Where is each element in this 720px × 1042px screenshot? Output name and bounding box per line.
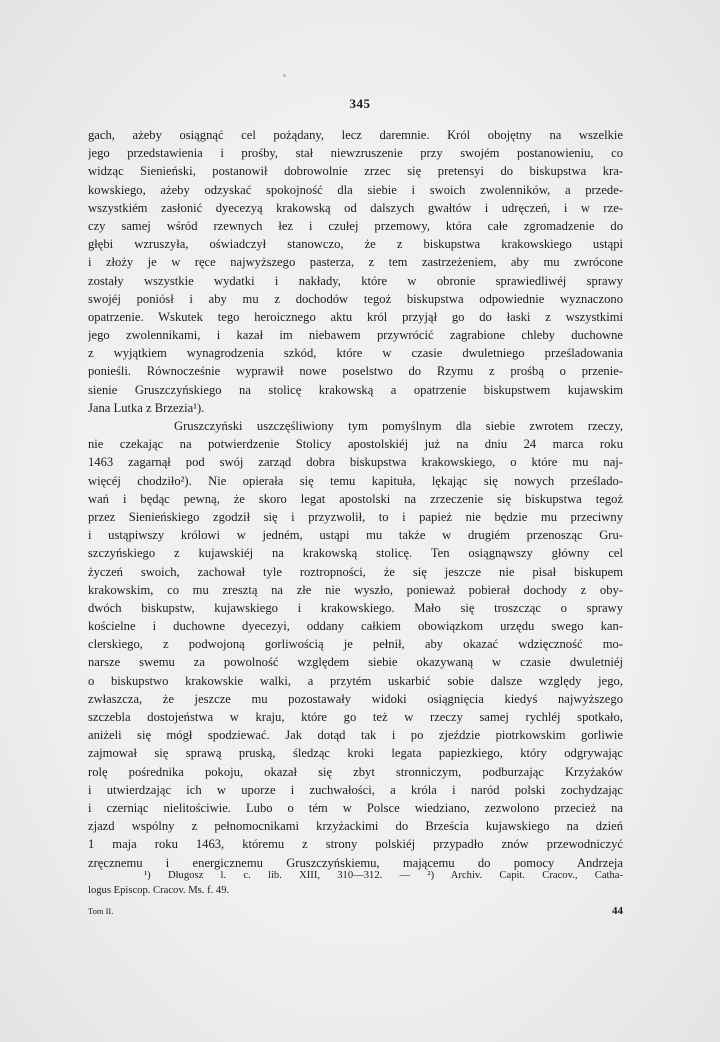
text-line: szczyńskiego z kujawskiéj na krakowską stolicę. Ten osiągnąwszy główny cel (88, 546, 623, 561)
volume-label: Tom II. (88, 906, 114, 916)
text-line: z wyjątkiem wynagrodzenia szkód, które w czasie dwuletniego prześladowania (88, 346, 623, 361)
text-line: wań i będąc pewną, że skoro legat apostolski na zrzeczenie się biskupstwa tegoż (88, 491, 623, 506)
text-line: czy samej wśród rzewnych łez i czułej przemowy, która całe zgromadzenie do (88, 218, 623, 233)
text-line: i ustąpiwszy królowi w jedném, ustąpi mu także w drugiém przenosząc Gru- (88, 528, 623, 543)
text-line: przez Sienieńskiego zgodził się i przyzwolił, to i papież nie będzie mu przeciwny (88, 509, 623, 524)
page-number: 345 (349, 96, 371, 111)
signature-row (88, 905, 623, 919)
text-line: dwóch biskupstw, kujawskiego i krakowskiego. Mało się troszcząc o sprawy (88, 600, 623, 615)
text-line: narsze swemu za powolność względem siebie okazywaną w czasie dwuletniéj (88, 655, 623, 670)
sheet-number: 44 (612, 905, 623, 917)
text-line: swojéj poniósł i aby mu z dochodów tegoż biskupstwa odpowiednie wyznaczono (88, 291, 623, 306)
text-line: rolę pośrednika pokoju, okazał się zbyt stronniczym, podburzając Krzyżaków (88, 764, 623, 779)
text-line: nie czekając na potwierdzenie Stolicy apostolskiéj już na dniu 24 marca roku (88, 437, 623, 452)
text-line: widząc Sienieński, postanowił dobrowolnie zrzec się pretensyi do biskupstwa kra- (88, 164, 623, 179)
text-line: zostały wszystkie wydatki i nakłady, które w obronie sprawiedliwéj sprawy (88, 273, 623, 288)
text-line: jego zwolennikami, i kazał im niebawem przywrócić zagrabione chleby duchowne (88, 328, 623, 343)
text-line: jego przedstawienia i prośby, stał niewzruszenie przy swojém postanowieniu, co (88, 146, 623, 161)
text-line: sienie Gruszczyńskiego na stolicę krakowską a opatrzenie biskupstwem kujawskim (88, 382, 623, 397)
text-line: gach, ażeby osiągnąć cel pożądany, lecz daremnie. Król obojętny na wszelkie (88, 128, 623, 142)
text-line: clerskiego, z podwojoną gorliwością je pełnił, aby okazać wdzięczność mo- (88, 637, 623, 652)
footnote-line: logus Episcop. Cracov. Ms. f. 49. (88, 885, 230, 896)
text-line: ponieśli. Równocześnie wyprawił nowe poselstwo do Rzymu z prośbą o przenie- (88, 364, 623, 379)
text-line: zjazd wspólny z pełnomocnikami krzyżackimi do Brześcia kujawskiego na dzień (88, 819, 623, 834)
text-line: zręcznemu i energicznemu Gruszczyńskiemu, mającemu do pomocy Andrzeja (88, 855, 623, 870)
text-line: o biskupstwo krakowskie walki, a przytém uskarbić sobie dalsze względy jego, (88, 673, 623, 688)
text-line: aniżeli się mógł spodziewać. Jak dotąd tak i po zjeździe piotrkowskim gorliwie (88, 728, 623, 743)
text-line: kowskiego, ażeby odzyskać spokojność dla siebie i swoich zwolenników, a przede- (88, 182, 623, 197)
paragraph-start-line: Gruszczyński uszczęśliwiony tym pomyślnym dla siebie zwrotem rzeczy, (174, 419, 623, 433)
paper-speck (283, 74, 286, 77)
footnote-line: ¹) Długosz l. c. lib. XIII, 310—312. — ²) Archiv. Capit. Cracov., Catha- (144, 870, 623, 881)
text-line: 1463 zagarnął pod swój zarząd dobra biskupstwa krakowskiego, o które mu naj- (88, 455, 623, 470)
text-line: 1 maja roku 1463, któremu z strony polskiéj przypadło znów przewodniczyć (88, 837, 623, 852)
text-line: opatrzenie. Wskutek tego heroicznego aktu król przyjął go do łaski z wszystkimi (88, 309, 623, 324)
main-text (88, 126, 623, 872)
footnotes (88, 868, 623, 898)
text-line: i utwierdzając ich w uporze i zuchwałości, a króla i naród polski zochydzając (88, 782, 623, 797)
text-line: wszystkiém zasłonić dyecezyą krakowską od dalszych gwałtów i udręczeń, i w rze- (88, 200, 623, 215)
text-line: szczebla dostojeństwa w kraju, które go też w rzeczy samej rychléj spotkało, (88, 710, 623, 724)
text-line: i złoży je w ręce najwyższego pasterza, z tem zastrzeżeniem, aby mu zwrócone (88, 255, 623, 270)
text-line: i czerniąc nielitościwie. Lubo o tém w Polsce wiedziano, zezwolono przecież na (88, 800, 623, 815)
text-line: zwłaszcza, że jeszcze mu pozostawały widoki osiągnięcia kiedyś najwyższego (88, 691, 623, 706)
text-line: kościelne i duchowne dyecezyi, oddany całkiem obowiązkom urzędu swego kan- (88, 619, 623, 634)
paragraph-end-line: Jana Lutka z Brzezia¹). (88, 400, 205, 415)
text-line: zajmował się sprawą pruską, śledząc kroki legata papiezkiego, który odgrywając (88, 746, 623, 761)
text-line: krakowskim, co mu zresztą na złe nie wyszło, ponieważ pobierał dochody z oby- (88, 582, 623, 597)
text-line: życzeń swoich, zachował tyle roztropności, że się jeszcze nie pisał biskupem (88, 564, 623, 579)
text-line: więcéj chodziło²). Nie opierała się temu kapituła, lękając się nowych prześlado- (88, 473, 623, 488)
text-line: głębi wzruszyła, oświadczył stanowczo, że z biskupstwa krakowskiego ustąpi (88, 237, 623, 252)
